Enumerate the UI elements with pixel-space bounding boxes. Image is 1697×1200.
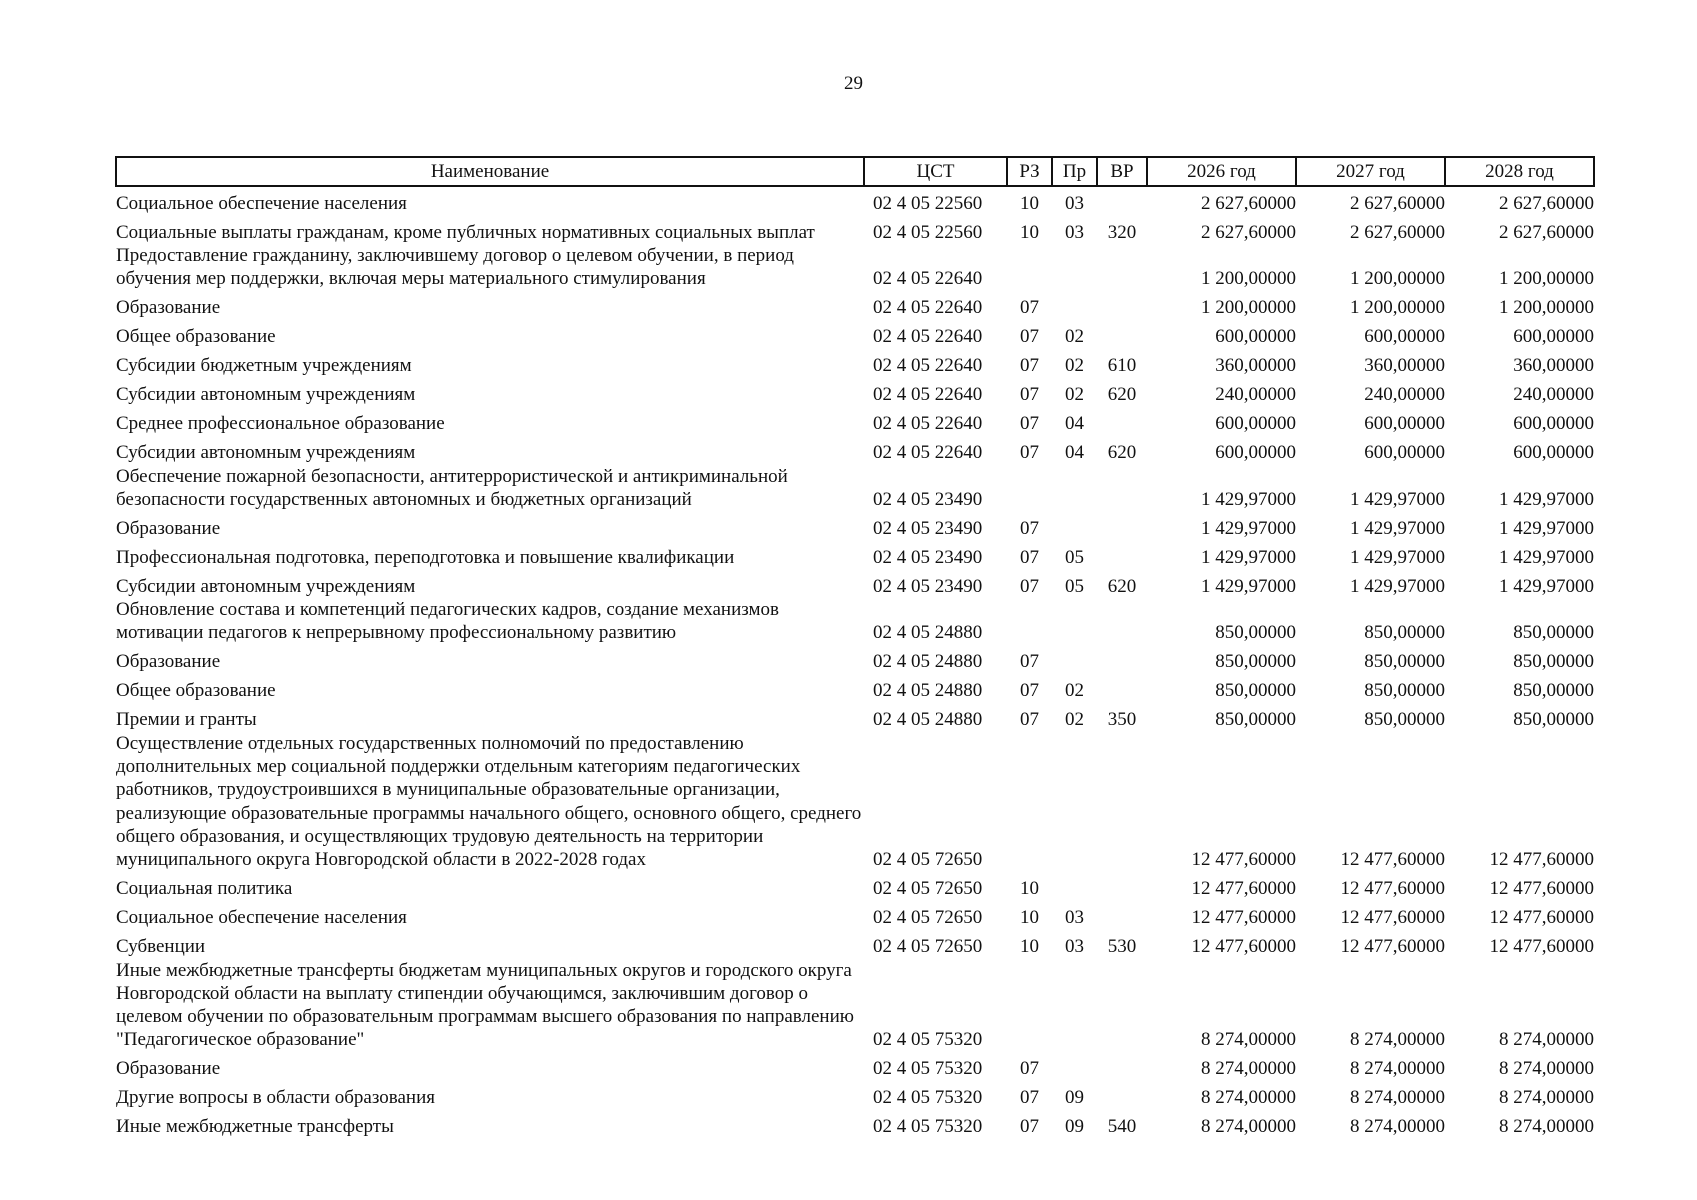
row-2028: 850,00000 <box>1513 709 1594 731</box>
row-2027: 1 429,97000 <box>1350 546 1445 568</box>
row-cst: 02 4 05 23490 <box>873 488 983 510</box>
row-cst: 02 4 05 72650 <box>873 849 983 871</box>
row-rz: 10 <box>1020 221 1039 243</box>
row-2028: 2 627,60000 <box>1499 221 1594 243</box>
row-2027: 12 477,60000 <box>1340 907 1445 929</box>
row-name: Образование <box>116 297 221 319</box>
row-pr: 02 <box>1065 384 1084 406</box>
row-cst: 02 4 05 22640 <box>873 413 983 435</box>
row-2028: 360,00000 <box>1513 355 1594 377</box>
table-row <box>116 645 1594 674</box>
row-name: Иные межбюджетные трансферты <box>116 1116 394 1138</box>
row-2027: 8 274,00000 <box>1350 1087 1445 1109</box>
row-2027: 850,00000 <box>1364 622 1445 644</box>
row-name: Обеспечение пожарной безопасности, антитеррористической и антикриминальной безопасности государственных автономных и бюджетных организаций <box>116 465 788 510</box>
row-name: Профессиональная подготовка, переподготовка и повышение квалификации <box>116 546 735 568</box>
row-rz: 07 <box>1020 384 1039 406</box>
row-vr <box>1097 872 1147 901</box>
row-rz <box>1007 732 1052 872</box>
table-row <box>116 959 1594 1052</box>
row-2027: 8 274,00000 <box>1350 1058 1445 1080</box>
row-2026: 8 274,00000 <box>1201 1058 1296 1080</box>
row-cst: 02 4 05 75320 <box>873 1029 983 1051</box>
row-cst: 02 4 05 24880 <box>873 709 983 731</box>
row-rz: 07 <box>1020 651 1039 673</box>
table-row <box>116 186 1594 215</box>
row-2027: 2 627,60000 <box>1350 192 1445 214</box>
row-vr <box>1097 959 1147 1052</box>
row-2028: 600,00000 <box>1513 413 1594 435</box>
row-2027: 1 200,00000 <box>1350 268 1445 290</box>
row-2028: 1 429,97000 <box>1499 575 1594 597</box>
row-name: Субсидии автономным учреждениям <box>116 575 416 597</box>
row-2027: 2 627,60000 <box>1350 221 1445 243</box>
row-2027: 600,00000 <box>1364 326 1445 348</box>
row-2026: 850,00000 <box>1215 709 1296 731</box>
row-rz: 07 <box>1020 297 1039 319</box>
row-2028: 12 477,60000 <box>1489 907 1594 929</box>
row-2028: 600,00000 <box>1513 442 1594 464</box>
row-pr: 03 <box>1065 192 1084 214</box>
budget-table <box>115 156 1595 1139</box>
row-2027: 1 200,00000 <box>1350 297 1445 319</box>
row-2026: 1 429,97000 <box>1201 488 1296 510</box>
row-rz: 07 <box>1020 442 1039 464</box>
row-cst: 02 4 05 22640 <box>873 442 983 464</box>
row-2028: 850,00000 <box>1513 622 1594 644</box>
row-2028: 600,00000 <box>1513 326 1594 348</box>
row-2026: 8 274,00000 <box>1201 1116 1296 1138</box>
row-2026: 1 200,00000 <box>1201 268 1296 290</box>
row-2026: 12 477,60000 <box>1191 878 1296 900</box>
row-vr: 620 <box>1107 442 1137 464</box>
table-body <box>116 186 1594 1139</box>
table-row <box>116 703 1594 732</box>
table-row <box>116 872 1594 901</box>
row-2028: 850,00000 <box>1513 680 1594 702</box>
row-rz: 10 <box>1020 878 1039 900</box>
row-vr <box>1097 674 1147 703</box>
row-cst: 02 4 05 75320 <box>873 1116 983 1138</box>
row-2026: 600,00000 <box>1215 442 1296 464</box>
row-vr <box>1097 732 1147 872</box>
row-cst: 02 4 05 22640 <box>873 355 983 377</box>
row-cst: 02 4 05 75320 <box>873 1087 983 1109</box>
row-cst: 02 4 05 22560 <box>873 221 983 243</box>
row-2027: 1 429,97000 <box>1350 488 1445 510</box>
row-name: Социальное обеспечение населения <box>116 192 407 214</box>
row-name: Субсидии автономным учреждениям <box>116 442 416 464</box>
row-cst: 02 4 05 24880 <box>873 651 983 673</box>
row-vr <box>1097 1052 1147 1081</box>
row-vr <box>1097 540 1147 569</box>
row-2026: 600,00000 <box>1215 326 1296 348</box>
row-2028: 12 477,60000 <box>1489 878 1594 900</box>
row-cst: 02 4 05 22560 <box>873 192 983 214</box>
row-pr <box>1052 1052 1097 1081</box>
header-2028: 2028 год <box>1445 157 1594 186</box>
row-rz <box>1007 959 1052 1052</box>
row-vr: 350 <box>1107 709 1137 731</box>
row-rz: 10 <box>1020 907 1039 929</box>
row-2028: 8 274,00000 <box>1499 1029 1594 1051</box>
row-name: Предоставление гражданину, заключившему договор о целевом обучении, в период обучения мер поддержки, включая меры материального стимулирования <box>116 245 794 290</box>
row-cst: 02 4 05 72650 <box>873 907 983 929</box>
row-name: Премии и гранты <box>116 709 257 731</box>
row-cst: 02 4 05 24880 <box>873 622 983 644</box>
row-rz: 10 <box>1020 192 1039 214</box>
row-2028: 1 429,97000 <box>1499 546 1594 568</box>
row-pr <box>1052 645 1097 674</box>
row-2026: 850,00000 <box>1215 651 1296 673</box>
table-row <box>116 1110 1594 1139</box>
row-vr: 540 <box>1107 1116 1137 1138</box>
row-2028: 1 200,00000 <box>1499 268 1594 290</box>
table-row <box>116 407 1594 436</box>
row-pr: 03 <box>1065 936 1084 958</box>
row-rz: 07 <box>1020 413 1039 435</box>
row-2026: 1 429,97000 <box>1201 546 1296 568</box>
table-row <box>116 215 1594 244</box>
table-row <box>116 465 1594 512</box>
row-2027: 12 477,60000 <box>1340 878 1445 900</box>
row-name: Другие вопросы в области образования <box>116 1087 435 1109</box>
row-2026: 2 627,60000 <box>1201 192 1296 214</box>
row-pr <box>1052 959 1097 1052</box>
row-rz: 07 <box>1020 326 1039 348</box>
row-name: Образование <box>116 1058 221 1080</box>
row-name: Социальная политика <box>116 878 293 900</box>
row-pr: 02 <box>1065 326 1084 348</box>
header-rz: РЗ <box>1007 157 1052 186</box>
header-name: Наименование <box>116 157 864 186</box>
row-2026: 12 477,60000 <box>1191 849 1296 871</box>
row-2026: 1 429,97000 <box>1201 517 1296 539</box>
row-2027: 8 274,00000 <box>1350 1029 1445 1051</box>
row-vr <box>1097 598 1147 645</box>
header-row <box>116 157 1594 186</box>
row-2028: 8 274,00000 <box>1499 1116 1594 1138</box>
row-vr: 620 <box>1107 384 1137 406</box>
row-name: Осуществление отдельных государственных полномочий по предоставлению дополнительных мер социальной поддержки отдельным категориям педагогических работников, трудоустроившихся в муниципальные образовательные организации, реализующие образовательные программы начального общего, основного общего, среднего общего образования, и осуществляющих трудовую деятельность на территории муниципального округа Новгородской области в 2022-2028 годах <box>116 732 862 871</box>
row-2026: 1 200,00000 <box>1201 297 1296 319</box>
row-cst: 02 4 05 22640 <box>873 326 983 348</box>
row-vr: 620 <box>1107 575 1137 597</box>
row-2028: 8 274,00000 <box>1499 1087 1594 1109</box>
row-2027: 1 429,97000 <box>1350 517 1445 539</box>
row-cst: 02 4 05 23490 <box>873 546 983 568</box>
row-rz: 07 <box>1020 546 1039 568</box>
row-2027: 600,00000 <box>1364 413 1445 435</box>
row-vr <box>1097 901 1147 930</box>
row-name: Общее образование <box>116 326 276 348</box>
row-name: Субсидии автономным учреждениям <box>116 384 416 406</box>
row-cst: 02 4 05 22640 <box>873 297 983 319</box>
row-vr <box>1097 645 1147 674</box>
row-pr <box>1052 872 1097 901</box>
row-cst: 02 4 05 22640 <box>873 268 983 290</box>
row-2028: 240,00000 <box>1513 384 1594 406</box>
row-rz <box>1007 598 1052 645</box>
header-vr: ВР <box>1097 157 1147 186</box>
row-name: Субсидии бюджетным учреждениям <box>116 355 412 377</box>
table-row <box>116 674 1594 703</box>
row-pr <box>1052 291 1097 320</box>
row-vr: 610 <box>1107 355 1137 377</box>
row-2026: 8 274,00000 <box>1201 1087 1296 1109</box>
row-rz: 07 <box>1020 1058 1039 1080</box>
row-pr: 03 <box>1065 907 1084 929</box>
row-2027: 850,00000 <box>1364 680 1445 702</box>
table-row <box>116 511 1594 540</box>
table-row <box>116 732 1594 872</box>
row-2027: 850,00000 <box>1364 709 1445 731</box>
row-2028: 850,00000 <box>1513 651 1594 673</box>
row-vr: 320 <box>1107 221 1137 243</box>
row-rz: 10 <box>1020 936 1039 958</box>
row-2026: 1 429,97000 <box>1201 575 1296 597</box>
row-2028: 12 477,60000 <box>1489 849 1594 871</box>
row-pr <box>1052 244 1097 291</box>
header-cst: ЦСТ <box>864 157 1007 186</box>
row-2026: 850,00000 <box>1215 622 1296 644</box>
row-pr <box>1052 598 1097 645</box>
row-name: Среднее профессиональное образование <box>116 413 445 435</box>
table-row <box>116 320 1594 349</box>
row-2028: 8 274,00000 <box>1499 1058 1594 1080</box>
row-2028: 1 429,97000 <box>1499 517 1594 539</box>
table-row <box>116 244 1594 291</box>
table-row <box>116 930 1594 959</box>
row-2027: 240,00000 <box>1364 384 1445 406</box>
row-2026: 8 274,00000 <box>1201 1029 1296 1051</box>
row-vr <box>1097 511 1147 540</box>
row-vr <box>1097 244 1147 291</box>
row-pr: 09 <box>1065 1116 1084 1138</box>
row-cst: 02 4 05 72650 <box>873 936 983 958</box>
row-pr: 04 <box>1065 442 1084 464</box>
row-rz: 07 <box>1020 575 1039 597</box>
row-vr <box>1097 291 1147 320</box>
row-name: Социальные выплаты гражданам, кроме публичных нормативных социальных выплат <box>116 221 815 243</box>
row-2026: 850,00000 <box>1215 680 1296 702</box>
row-cst: 02 4 05 72650 <box>873 878 983 900</box>
row-rz: 07 <box>1020 355 1039 377</box>
row-2027: 12 477,60000 <box>1340 936 1445 958</box>
row-pr: 05 <box>1065 575 1084 597</box>
table-row <box>116 540 1594 569</box>
row-name: Обновление состава и компетенций педагогических кадров, создание механизмов мотивации педагогов к непрерывному профессиональному развитию <box>116 599 779 644</box>
row-2028: 2 627,60000 <box>1499 192 1594 214</box>
row-name: Субвенции <box>116 936 206 958</box>
row-vr <box>1097 465 1147 512</box>
row-vr <box>1097 1081 1147 1110</box>
row-name: Образование <box>116 651 221 673</box>
row-pr <box>1052 732 1097 872</box>
page-number: 29 <box>844 73 863 94</box>
header-pr: Пр <box>1052 157 1097 186</box>
table-row <box>116 349 1594 378</box>
row-2026: 600,00000 <box>1215 413 1296 435</box>
table-row <box>116 598 1594 645</box>
table-row <box>116 378 1594 407</box>
row-2026: 2 627,60000 <box>1201 221 1296 243</box>
table-row <box>116 1081 1594 1110</box>
row-2028: 1 200,00000 <box>1499 297 1594 319</box>
row-pr: 02 <box>1065 680 1084 702</box>
row-2028: 12 477,60000 <box>1489 936 1594 958</box>
row-2027: 850,00000 <box>1364 651 1445 673</box>
row-rz: 07 <box>1020 1116 1039 1138</box>
row-vr <box>1097 186 1147 215</box>
row-rz: 07 <box>1020 517 1039 539</box>
table-row <box>116 901 1594 930</box>
row-2026: 240,00000 <box>1215 384 1296 406</box>
row-pr: 09 <box>1065 1087 1084 1109</box>
row-pr: 05 <box>1065 546 1084 568</box>
row-name: Социальное обеспечение населения <box>116 907 407 929</box>
row-cst: 02 4 05 22640 <box>873 384 983 406</box>
row-cst: 02 4 05 75320 <box>873 1058 983 1080</box>
table-row <box>116 569 1594 598</box>
row-rz: 07 <box>1020 1087 1039 1109</box>
header-2027: 2027 год <box>1296 157 1445 186</box>
row-rz: 07 <box>1020 680 1039 702</box>
row-2027: 600,00000 <box>1364 442 1445 464</box>
row-name: Иные межбюджетные трансферты бюджетам муниципальных округов и городского округа Новгородской области на выплату стипендии обучающимся, заключившим договор о целевом обучении по образовательным программам высшего образования по направлению "Педагогическое образование" <box>116 959 854 1051</box>
row-2027: 8 274,00000 <box>1350 1116 1445 1138</box>
table-row <box>116 1052 1594 1081</box>
row-2027: 12 477,60000 <box>1340 849 1445 871</box>
row-name: Общее образование <box>116 680 276 702</box>
row-2027: 360,00000 <box>1364 355 1445 377</box>
table-row <box>116 436 1594 465</box>
row-cst: 02 4 05 23490 <box>873 575 983 597</box>
row-2027: 1 429,97000 <box>1350 575 1445 597</box>
row-rz <box>1007 465 1052 512</box>
row-pr <box>1052 465 1097 512</box>
row-rz: 07 <box>1020 709 1039 731</box>
row-pr: 02 <box>1065 709 1084 731</box>
row-vr <box>1097 407 1147 436</box>
table-row <box>116 291 1594 320</box>
header-2026: 2026 год <box>1147 157 1296 186</box>
row-2026: 12 477,60000 <box>1191 936 1296 958</box>
row-cst: 02 4 05 23490 <box>873 517 983 539</box>
row-cst: 02 4 05 24880 <box>873 680 983 702</box>
row-2028: 1 429,97000 <box>1499 488 1594 510</box>
row-2026: 360,00000 <box>1215 355 1296 377</box>
row-name: Образование <box>116 517 221 539</box>
row-2026: 12 477,60000 <box>1191 907 1296 929</box>
row-pr: 03 <box>1065 221 1084 243</box>
row-vr <box>1097 320 1147 349</box>
row-vr: 530 <box>1107 936 1137 958</box>
row-rz <box>1007 244 1052 291</box>
row-pr: 04 <box>1065 413 1084 435</box>
row-pr: 02 <box>1065 355 1084 377</box>
row-pr <box>1052 511 1097 540</box>
